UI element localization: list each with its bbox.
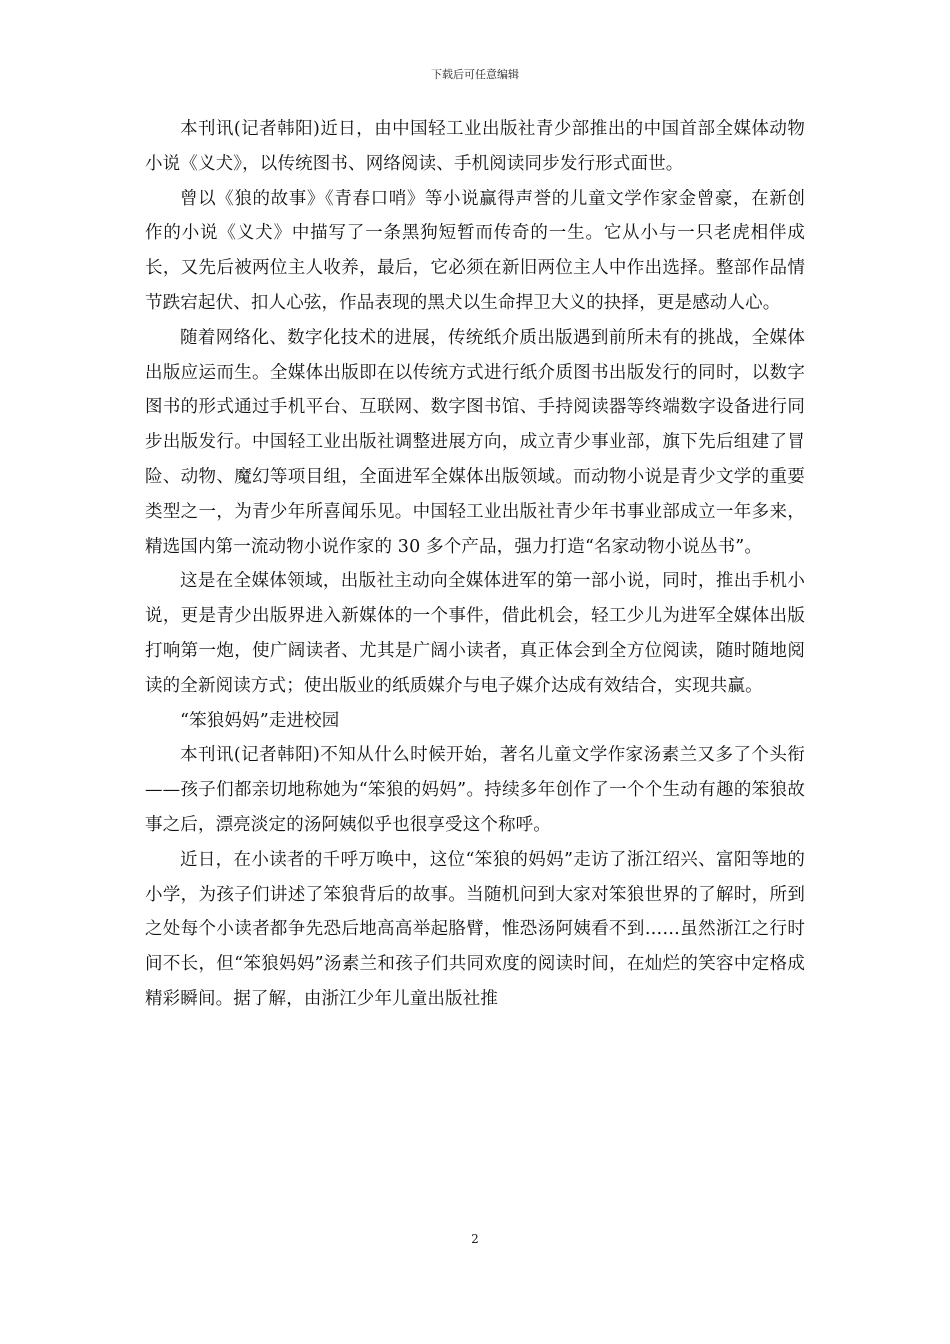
page-number: 2 bbox=[471, 1232, 479, 1246]
paragraph-5: 本刊讯(记者韩阳)不知从什么时候开始，著名儿童文学作家汤素兰又多了个头衔——孩子们都亲切地称她为“笨狼的妈妈”。持续多年创作了一个个生动有趣的笨狼故事之后，漂亮淡定的汤阿姨似乎也很享受这个称呼。 bbox=[145, 745, 805, 835]
paragraph-4: 这是在全媒体领域，出版社主动向全媒体进军的第一部小说，同时，推出手机小说，更是青少出版界进入新媒体的一个事件，借此机会，轻工少儿为进军全媒体出版打响第一炮，使广阔读者、尤其是广阔小读者，真正体会到全方位阅读，随时随地阅读的全新阅读方式；使出版业的纸质媒介与电子媒介达成有效结合，实现共赢。 bbox=[145, 571, 805, 696]
paragraph-2: 曾以《狼的故事》《青春口哨》等小说赢得声誉的儿童文学作家金曾豪，在新创作的小说《义犬》中描写了一条黑狗短暂而传奇的一生。它从小与一只老虎相伴成长，又先后被两位主人收养，最后，它必须在新旧两位主人中作出选择。整部作品情节跌宕起伏、扣人心弦，作品表现的黑犬以生命捍卫大义的抉择，更是感动人心。 bbox=[145, 188, 805, 313]
paragraph-3: 随着网络化、数字化技术的进展，传统纸介质出版遇到前所未有的挑战，全媒体出版应运而生。全媒体出版即在以传统方式进行纸介质图书出版发行的同时，以数字图书的形式通过手机平台、互联网、数字图书馆、手持阅读器等终端数字设备进行同步出版发行。中国轻工业出版社调整进展方向，成立青少事业部，旗下先后组建了冒险、动物、魔幻等项目组，全面进军全媒体出版领域。而动物小说是青少文学的重要类型之一，为青少年所喜闻乐见。中国轻工业出版社青少年书事业部成立一年多来，精选国内第一流动物小说作家的 30 多个产品，强力打造“名家动物小说丛书”。 bbox=[145, 327, 805, 557]
paragraph-1: 本刊讯(记者韩阳)近日，由中国轻工业出版社青少部推出的中国首部全媒体动物小说《义犬》，以传统图书、网络阅读、手机阅读同步发行形式面世。 bbox=[145, 119, 805, 174]
article-body bbox=[145, 112, 805, 1017]
page-header: 下载后可任意编辑 bbox=[431, 68, 519, 81]
section-heading: “笨狼妈妈”走进校园 bbox=[180, 710, 340, 731]
paragraph-6: 近日，在小读者的千呼万唤中，这位“笨狼的妈妈”走访了浙江绍兴、富阳等地的小学，为孩子们讲述了笨狼背后的故事。当随机问到大家对笨狼世界的了解时，所到之处每个小读者都争先恐后地高高举起胳臂，惟恐汤阿姨看不到……虽然浙江之行时间不长，但“笨狼妈妈”汤素兰和孩子们共同欢度的阅读时间，在灿烂的笑容中定格成精彩瞬间。据了解，由浙江少年儿童出版社推 bbox=[145, 849, 805, 1009]
